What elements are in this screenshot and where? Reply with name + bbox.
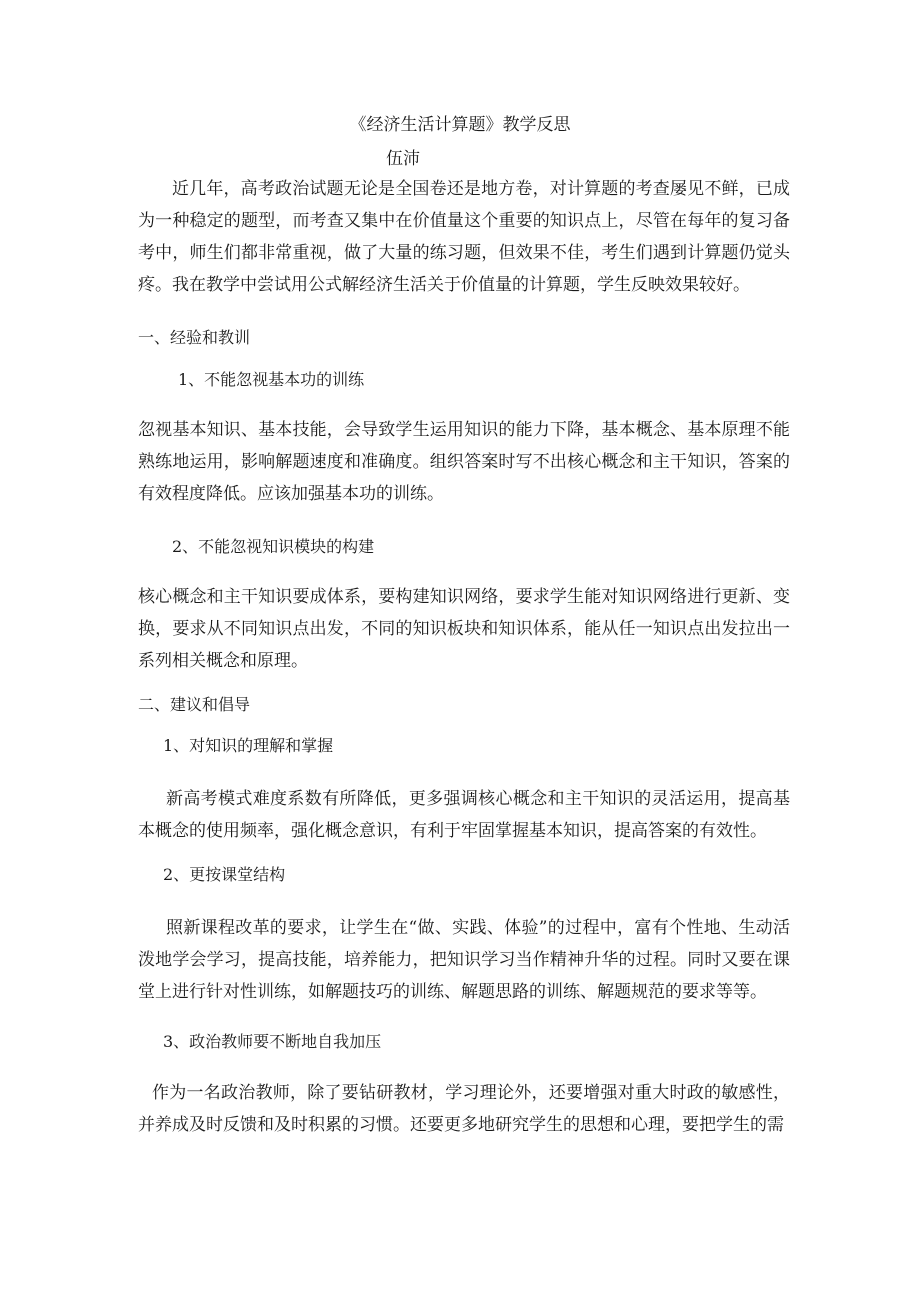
section-heading-experience: 一、经验和教训 (138, 328, 251, 347)
subheading-teacher-pressure: 3、政治教师要不断地自我加压 (163, 1032, 382, 1051)
section-heading-suggestions: 二、建议和倡导 (138, 695, 251, 714)
subheading-knowledge-modules: 2、不能忽视知识模块的构建 (172, 537, 375, 556)
intro-paragraph: 近几年，高考政治试题无论是全国卷还是地方卷，对计算题的考查屡见不鲜，已成为一种稳定的题型，而考查又集中在价值量这个重要的知识点上，尽管在每年的复习备考中，师生们都非常重视，做了大量的练习题，但效果不佳，考生们遇到计算题仍觉头疼。我在教学中尝试用公式解经济生活关于价值量的计算题，学生反映效果较好。 (138, 179, 790, 295)
document-author: 伍沛 (386, 149, 420, 169)
subheading-basic-skills: 1、不能忽视基本功的训练 (178, 370, 365, 389)
subheading-classroom-structure: 2、更按课堂结构 (163, 865, 286, 884)
paragraph-understanding: 新高考模式难度系数有所降低，更多强调核心概念和主干知识的灵活运用，提高基本概念的使用频率，强化概念意识，有利于牢固掌握基本知识，提高答案的有效性。 (138, 789, 790, 841)
paragraph-basic-skills: 忽视基本知识、基本技能，会导致学生运用知识的能力下降，基本概念、基本原理不能熟练地运用，影响解题速度和准确度。组织答案时写不出核心概念和主干知识，答案的有效程度降低。应该加强基本功的训练。 (138, 420, 790, 504)
subheading-understanding: 1、对知识的理解和掌握 (163, 736, 334, 755)
paragraph-knowledge-modules: 核心概念和主干知识要成体系，要构建知识网络，要求学生能对知识网络进行更新、变换，要求从不同知识点出发，不同的知识板块和知识体系，能从任一知识点出发拉出一系列相关概念和原理。 (138, 587, 790, 671)
document-title: 《经济生活计算题》教学反思 (349, 115, 571, 135)
paragraph-teacher-pressure: 作为一名政治教师，除了要钻研教材，学习理论外，还要增强对重大时政的敏感性，并养成及时反馈和及时积累的习惯。还要更多地研究学生的思想和心理，要把学生的需 (138, 1083, 790, 1135)
paragraph-classroom-structure: 照新课程改革的要求，让学生在“做、实践、体验”的过程中，富有个性地、生动活泼地学会学习，提高技能，培养能力，把知识学习当作精神升华的过程。同时又要在课堂上进行针对性训练，如解题技巧的训练、解题思路的训练、解题规范的要求等等。 (138, 918, 790, 1002)
